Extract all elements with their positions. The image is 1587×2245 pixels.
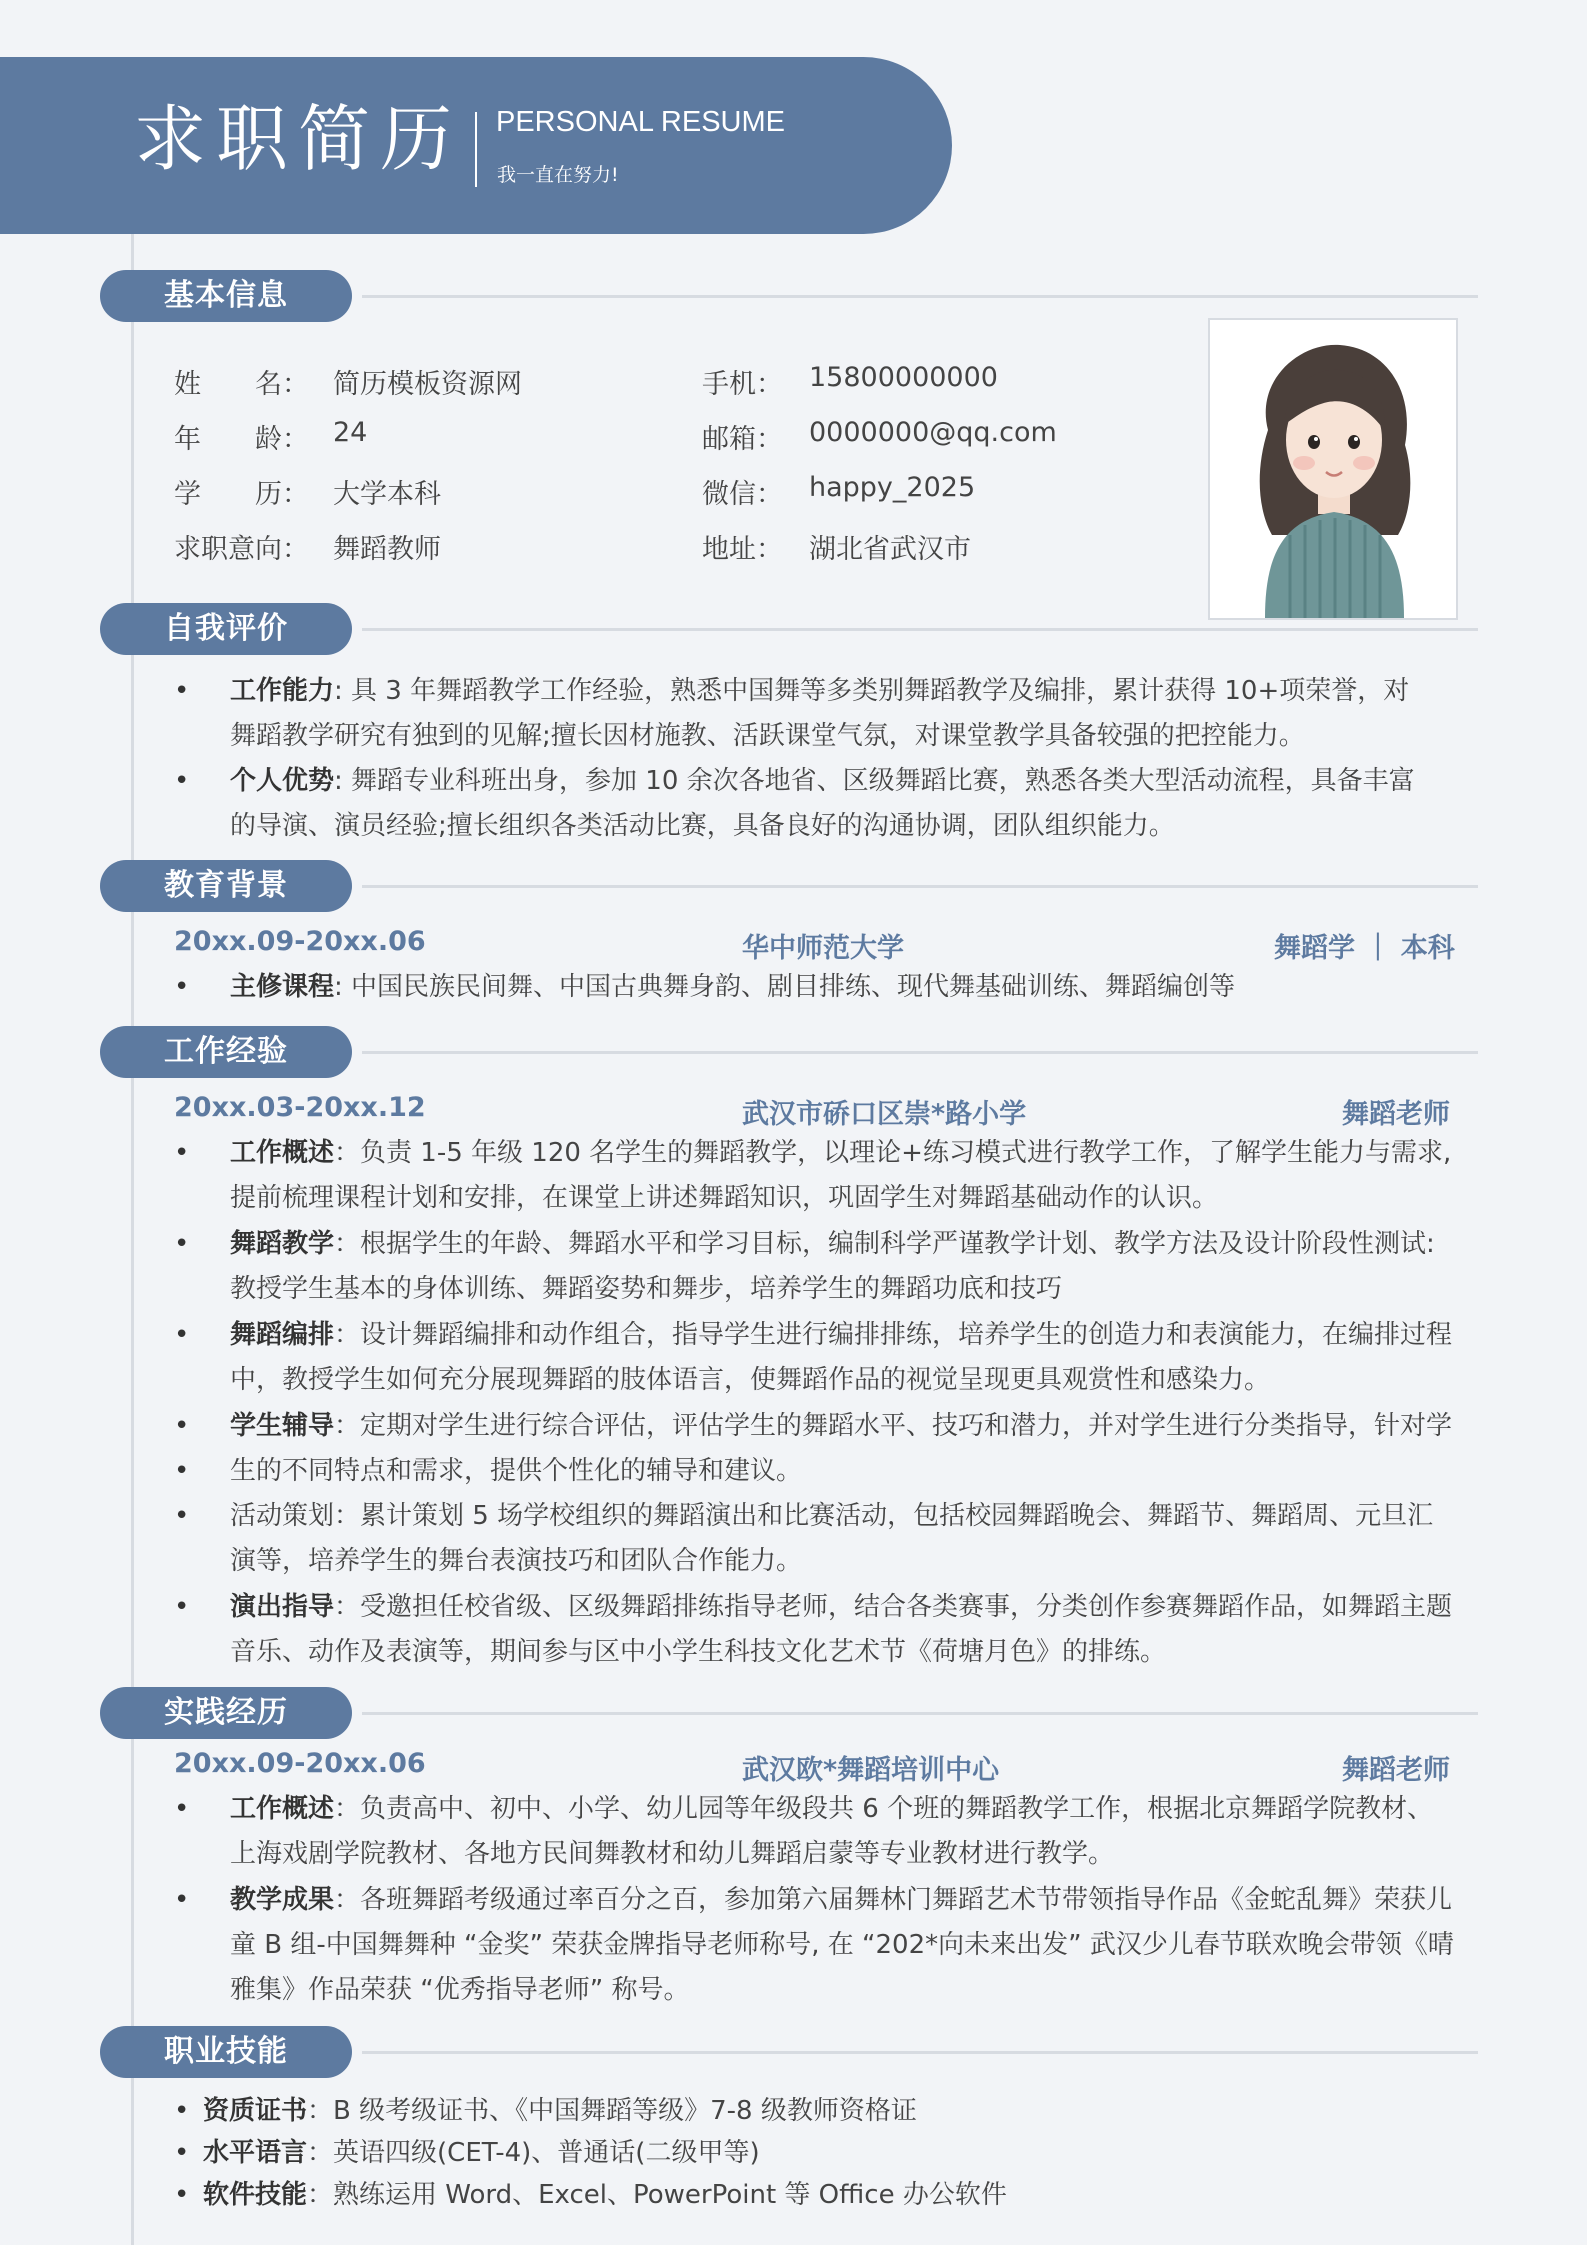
section-education [100,860,1478,912]
item-text: ：各班舞蹈考级通过率百分之百，参加第六届舞林门舞蹈艺术节带领指导作品《金蛇乱舞》荣获儿 [334,1885,1453,1915]
section-rule [362,1712,1478,1715]
item-title: 个人优势 [230,766,335,796]
wechat-value: happy_2025 [809,472,976,503]
self-eval-item [174,759,1490,849]
item-text: ：定期对学生进行综合评估，评估学生的舞蹈水平、技巧和潜力，并对学生进行分类指导，针对学 [334,1411,1453,1441]
section-title: 工作经验 [100,1026,352,1078]
bullet: • [174,1501,190,1531]
item-title: 工作概述 [230,1138,335,1168]
header-divider [475,112,477,187]
bullet: • [174,766,190,796]
bullet: • [174,1794,190,1824]
item-text: 雅集》作品荣获 “优秀指导老师” 称号。 [230,1975,690,2005]
self-eval-item [174,669,1490,759]
work-date: 20xx.03-20xx.12 [174,1092,426,1123]
item-text: ：根据学生的年龄、舞蹈水平和学习目标，编制科学严谨教学计划、教学方法及设计阶段性测试: [334,1229,1435,1259]
item-text: 舞蹈教学研究有独到的见解;擅长因材施教、活跃课堂气氛，对课堂教学具备较强的把控能力。 [230,721,1305,751]
address-value: 湖北省武汉市 [809,534,971,565]
bullet: • [174,1592,190,1622]
item-text: : 舞蹈专业科班出身，参加 10 余次各地省、区级舞蹈比赛，熟悉各类大型活动流程，具备丰富 [334,766,1415,796]
bullet: • [174,676,190,706]
degree-label: 学 历： [174,479,309,510]
bullet: • [174,2096,190,2126]
name-value: 简历模板资源网 [333,369,522,400]
edu-courses [174,965,1490,1010]
bullet: • [174,2180,190,2210]
item-text: 提前梳理课程计划和安排，在课堂上讲述舞蹈知识，巩固学生对舞蹈基础动作的认识。 [230,1183,1219,1213]
practice-date: 20xx.09-20xx.06 [174,1748,426,1779]
age-value: 24 [333,417,368,448]
work-item [174,1222,1500,1312]
bullet: • [174,1885,190,1915]
item-title: 演出指导 [230,1592,335,1622]
section-title: 实践经历 [100,1687,352,1739]
item-text: 童 B 组-中国舞舞种 “金奖” 荣获金牌指导老师称号, 在 “202*向未来出发” 武汉少儿春节联欢晚会带领《晴 [230,1930,1454,1960]
age-label: 年 龄： [174,424,309,455]
intent-value: 舞蹈教师 [333,534,441,565]
item-text: 教授学生基本的身体训练、舞蹈姿势和舞步，培养学生的舞蹈功底和技巧 [230,1274,1063,1304]
bullet: • [174,1320,190,1350]
item-title: 水平语言 [203,2138,308,2168]
item-text: 中，教授学生如何充分展现舞蹈的肢体语言，使舞蹈作品的视觉呈现更具观赏性和感染力。 [230,1365,1271,1395]
section-rule [362,1051,1478,1054]
bullet: • [174,1138,190,1168]
item-text: ：负责高中、初中、小学、幼儿园等年级段共 6 个班的舞蹈教学工作，根据北京舞蹈学院教材、 [334,1794,1434,1824]
item-title: 工作概述 [230,1794,335,1824]
item-text: ：受邀担任校省级、区级舞蹈排练指导老师，结合各类赛事，分类创作参赛舞蹈作品，如舞蹈主题 [334,1592,1453,1622]
address-label: 地址： [702,534,783,565]
work-item [174,1131,1500,1221]
wechat-label: 微信： [702,479,783,510]
item-text: 的导演、演员经验;擅长组织各类活动比赛，具备良好的沟通协调，团队组织能力。 [230,811,1175,841]
bullet: • [174,1456,190,1486]
bullet: • [174,1229,190,1259]
practice-item [174,1878,1500,2013]
section-title: 教育背景 [100,860,352,912]
work-org: 武汉市硚口区崇*路小学 [742,1099,1027,1130]
resume-title-en: PERSONAL RESUME [496,106,785,138]
item-text: : 中国民族民间舞、中国古典舞身韵、剧目排练、现代舞基础训练、舞蹈编创等 [334,972,1236,1002]
item-text: ：B 级考级证书、《中国舞蹈等级》7-8 级教师资格证 [307,2096,917,2126]
section-rule [362,2051,1478,2054]
item-title: 学生辅导 [230,1411,335,1441]
section-rule [362,885,1478,888]
work-item [174,1494,1500,1584]
skill-item [174,2174,1483,2216]
email-value: 0000000@qq.com [809,417,1057,448]
phone-label: 手机： [702,369,783,400]
avatar-illustration [1210,320,1456,618]
edu-date: 20xx.09-20xx.06 [174,926,426,957]
item-text: 演等，培养学生的舞台表演技巧和团队合作能力。 [230,1546,803,1576]
phone-value: 15800000000 [809,362,998,393]
bullet: • [174,972,190,1002]
work-item [174,1585,1500,1675]
section-self-evaluation [100,603,1478,655]
timeline-line [131,234,134,2245]
section-title: 自我评价 [100,603,352,655]
section-work-experience [100,1026,1478,1078]
skill-item [174,2090,1483,2132]
edu-major: 舞蹈学 ｜ 本科 [1274,933,1455,964]
item-text: ：英语四级(CET-4)、普通话(二级甲等) [307,2138,760,2168]
bullet: • [174,1411,190,1441]
work-item [174,1313,1500,1403]
item-title: 舞蹈教学 [230,1229,335,1259]
item-title: 主修课程 [230,972,335,1002]
resume-subtitle: 我一直在努力! [497,164,619,186]
work-role: 舞蹈老师 [1342,1099,1450,1130]
work-item [174,1404,1500,1494]
skill-item [174,2132,1483,2174]
profile-photo [1208,318,1458,620]
name-label: 姓 名： [174,369,309,400]
item-title: 资质证书 [203,2096,308,2126]
section-practice [100,1687,1478,1739]
item-title: 教学成果 [230,1885,335,1915]
practice-org: 武汉欧*舞蹈培训中心 [742,1755,1000,1786]
resume-title: 求职简历 [134,97,463,181]
item-text: 生的不同特点和需求，提供个性化的辅导和建议。 [230,1456,803,1486]
section-basic-info [100,270,1478,322]
section-rule [362,295,1478,298]
item-text: ：负责 1-5 年级 120 名学生的舞蹈教学，以理论+练习模式进行教学工作，了解学生能力与需求, [334,1138,1452,1168]
section-rule [362,628,1478,631]
degree-value: 大学本科 [333,479,441,510]
intent-label: 求职意向： [174,534,309,565]
section-title: 职业技能 [100,2026,352,2078]
item-text: 音乐、动作及表演等，期间参与区中小学生科技文化艺术节《荷塘月色》的排练。 [230,1637,1167,1667]
practice-role: 舞蹈老师 [1342,1755,1450,1786]
item-text: 活动策划：累计策划 5 场学校组织的舞蹈演出和比赛活动，包括校园舞蹈晚会、舞蹈节、舞蹈周、元旦汇 [230,1501,1434,1531]
item-text: : 具 3 年舞蹈教学工作经验，熟悉中国舞等多类别舞蹈教学及编排，累计获得 10+项荣誉，对 [334,676,1410,706]
item-title: 舞蹈编排 [230,1320,335,1350]
item-title: 软件技能 [203,2180,308,2210]
email-label: 邮箱： [702,424,783,455]
section-skills [100,2026,1478,2078]
item-text: ：设计舞蹈编排和动作组合，指导学生进行编排排练，培养学生的创造力和表演能力，在编排过程 [334,1320,1453,1350]
item-text: ：熟练运用 Word、Excel、PowerPoint 等 Office 办公软件 [307,2180,1007,2210]
bullet: • [174,2138,190,2168]
item-text: 上海戏剧学院教材、各地方民间舞教材和幼儿舞蹈启蒙等专业教材进行教学。 [230,1839,1115,1869]
practice-item [174,1787,1500,1877]
item-title: 工作能力 [230,676,335,706]
edu-school: 华中师范大学 [742,933,904,964]
section-title: 基本信息 [100,270,352,322]
